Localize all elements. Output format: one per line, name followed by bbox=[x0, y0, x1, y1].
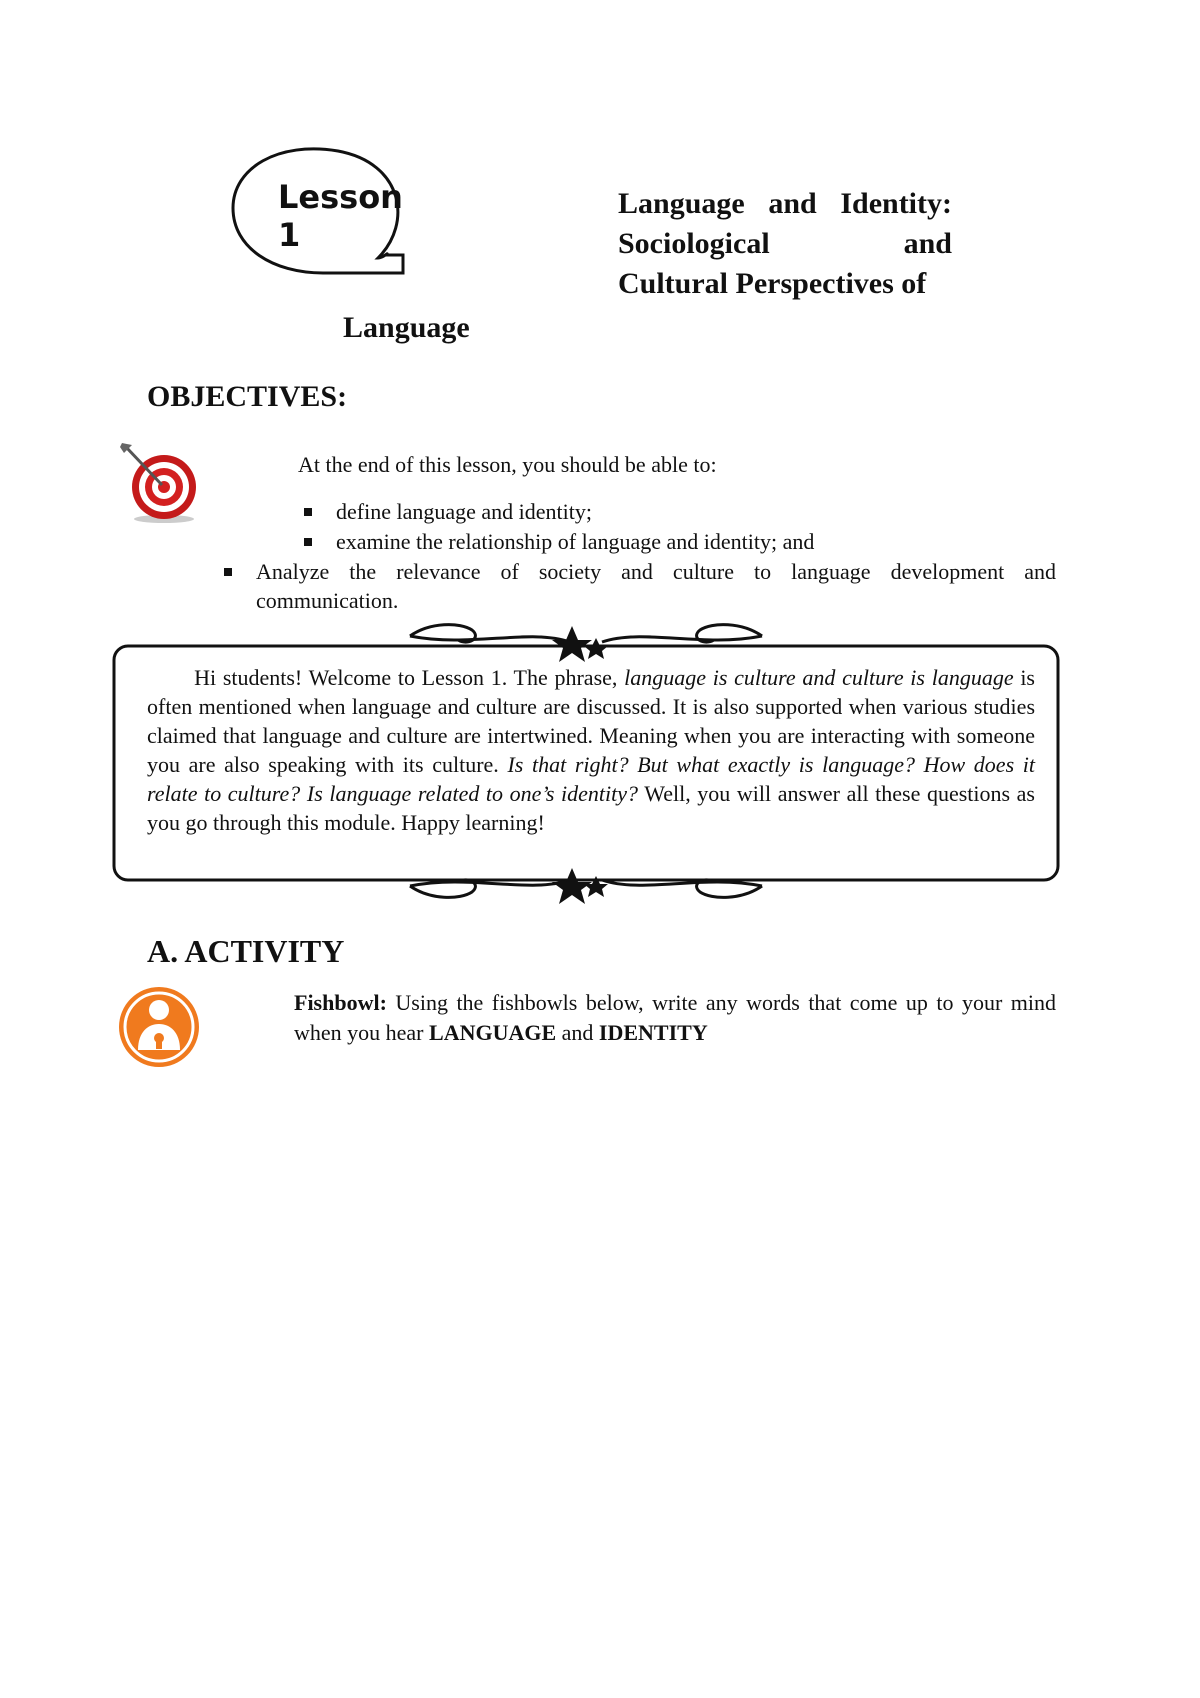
target-icon bbox=[118, 441, 204, 527]
activity-word-language: LANGUAGE bbox=[429, 1020, 557, 1045]
title-line-3: Cultural Perspectives of bbox=[618, 267, 927, 300]
title-line-2-word-b: and bbox=[903, 227, 952, 260]
title-line-2-word-a: Sociological bbox=[618, 227, 770, 260]
lesson-badge-label: Lesson 1 bbox=[278, 178, 403, 254]
bullet-square-icon bbox=[304, 508, 312, 516]
objectives-heading: OBJECTIVES: bbox=[147, 380, 348, 413]
welcome-italic-1: language is culture and culture is language bbox=[624, 665, 1014, 690]
activity-label: Fishbowl: bbox=[294, 990, 387, 1015]
welcome-text-1: Hi students! Welcome to Lesson 1. The phrase, bbox=[194, 665, 625, 690]
activity-text-2: and bbox=[556, 1020, 599, 1045]
title-line-2 bbox=[618, 224, 952, 264]
activity-word-identity: IDENTITY bbox=[598, 1020, 708, 1045]
top-ornament bbox=[410, 625, 762, 643]
activity-instructions bbox=[294, 988, 1056, 1048]
bullet-square-icon bbox=[304, 538, 312, 546]
welcome-italic-2: Is that right? But what exactly is language? How does it relate to culture? Is language related to one’s identity? bbox=[147, 752, 1035, 806]
activity-heading: A. ACTIVITY bbox=[147, 933, 345, 969]
bullet-square-icon bbox=[224, 568, 232, 576]
title-tail: Language bbox=[343, 311, 470, 344]
activity-text-1: Using the fishbowls below, write any words that come up to your mind when you hear bbox=[294, 990, 1056, 1045]
welcome-text-3: Well, you will answer all these questions as you go through this module. Happy learning! bbox=[147, 781, 1035, 835]
title-line-1: Language and Identity: bbox=[618, 187, 952, 220]
objectives-intro: At the end of this lesson, you should be able to: bbox=[298, 452, 717, 477]
lesson-title bbox=[618, 184, 952, 304]
welcome-paragraph bbox=[147, 663, 1035, 837]
person-icon bbox=[116, 984, 202, 1070]
welcome-text-2: is often mentioned when language and culture are discussed. It is also supported when various studies claimed that language and culture are intertwined. Meaning when you are interacting with someone you are also speaking with its culture. bbox=[147, 665, 1035, 777]
